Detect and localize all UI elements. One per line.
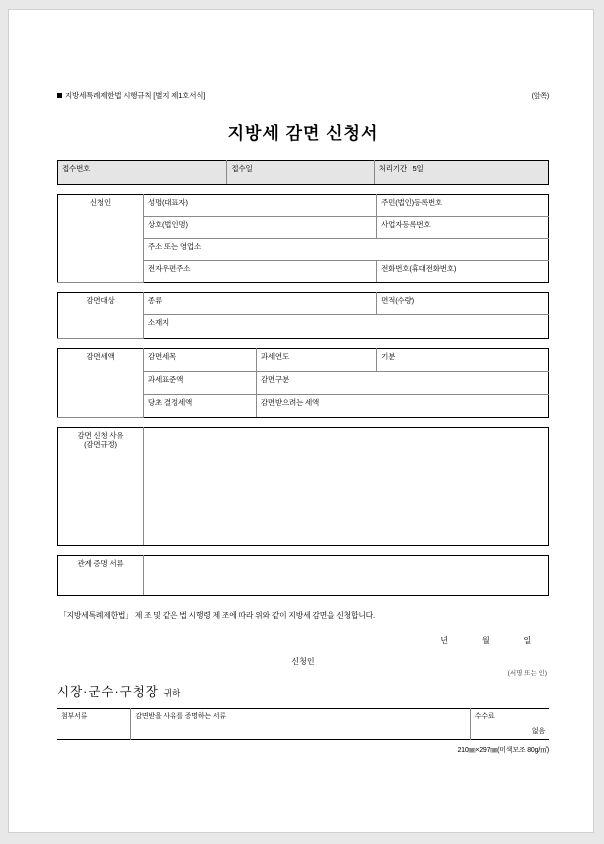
table-row (58, 161, 549, 185)
table-row (58, 428, 549, 546)
signature-note: (서명 또는 인) (507, 670, 547, 677)
declaration-statement: 「지방세특례제한법」 제 조 및 같은 법 시행령 제 조에 따라 위와 같이 지방세 감면을 신청합니다. (59, 611, 375, 620)
receipt-date-cell[interactable]: 접수일 (227, 161, 374, 185)
spacer (57, 546, 549, 555)
page-side-mark: (앞쪽) (531, 93, 549, 100)
spacer (57, 185, 549, 194)
page-title: 지방세 감면 신청서 (227, 124, 379, 143)
reason-input-cell[interactable] (143, 428, 548, 546)
reason-section-label (58, 428, 144, 546)
amount-section-label: 감면세액 (58, 349, 144, 418)
fee-cell (470, 709, 549, 740)
applicant-business-number-cell[interactable]: 사업자등록번호 (377, 217, 549, 239)
target-table (57, 292, 549, 339)
amount-tax-year-cell[interactable]: 과세연도 (256, 349, 376, 372)
processing-period-label: 처리기간 (378, 164, 407, 173)
applicant-company-cell[interactable]: 상호(법인명) (143, 217, 376, 239)
target-location-cell[interactable]: 소재지 (143, 315, 548, 339)
applicant-name-cell[interactable]: 성명(대표자) (143, 195, 376, 217)
amount-original-tax-cell[interactable]: 당초 결정세액 (143, 395, 256, 418)
applicant-section-label: 신청인 (58, 195, 144, 283)
amount-tax-item-cell[interactable]: 감면세목 (143, 349, 256, 372)
target-area-cell[interactable]: 면적(수량) (377, 293, 549, 315)
amount-tax-base-cell[interactable]: 과세표준액 (143, 372, 256, 395)
attachment-table (57, 708, 549, 740)
regulation-text: 지방세특례제한법 시행규칙 [별지 제1호서식] (65, 91, 206, 100)
spacer (57, 283, 549, 292)
date-year-label: 년 (440, 636, 448, 645)
processing-period-value: 5일 (412, 164, 424, 173)
addressee-honorific: 귀하 (163, 688, 181, 698)
processing-period-cell (374, 161, 548, 185)
evidence-input-cell[interactable] (143, 556, 548, 596)
regulation-reference (57, 90, 205, 101)
evidence-section-label: 관계 증명 서류 (58, 556, 144, 596)
receipt-table (57, 160, 549, 185)
applicant-phone-cell[interactable]: 전화번호(휴대전화번호) (377, 261, 549, 283)
paper-specification: 210㎜×297㎜(미색모조 80g/㎡) (457, 747, 549, 755)
reason-table (57, 427, 549, 546)
fee-value: 없음 (531, 728, 545, 736)
spacer (57, 339, 549, 348)
form-sheet (57, 90, 549, 755)
bullet-square-icon (57, 93, 62, 98)
target-section-label: 감면대상 (58, 293, 144, 339)
receipt-number-cell[interactable]: 접수번호 (58, 161, 227, 185)
amount-period-cell[interactable]: 기분 (377, 349, 549, 372)
table-row (58, 293, 549, 315)
applicant-table (57, 194, 549, 283)
target-kind-cell[interactable]: 종류 (143, 293, 376, 315)
table-row (57, 709, 549, 740)
signature-applicant-label: 신청인 (291, 657, 315, 666)
addressee-office: 시장·군수·구청장 (57, 685, 159, 699)
reason-label-line1: 감면 신청 사유 (77, 431, 124, 440)
date-line (57, 635, 549, 646)
table-row (58, 556, 549, 596)
fee-label: 수수료 (474, 713, 495, 720)
attachment-label: 첨부서류 (57, 709, 131, 740)
spacer (57, 418, 549, 427)
document-header (57, 90, 549, 101)
attachment-description: 감면받을 사유를 증명하는 서류 (131, 709, 470, 740)
date-month-label: 월 (481, 636, 490, 645)
amount-table (57, 348, 549, 418)
document-page (8, 9, 594, 833)
amount-reduction-type-cell[interactable]: 감면구분 (256, 372, 548, 395)
applicant-email-cell[interactable]: 전자우편주소 (143, 261, 376, 283)
table-row (58, 195, 549, 217)
applicant-resident-number-cell[interactable]: 주민(법인)등록번호 (377, 195, 549, 217)
signature-row (57, 654, 549, 680)
amount-requested-reduction-cell[interactable]: 감면받으려는 세액 (256, 395, 548, 418)
date-day-label: 일 (523, 636, 531, 645)
reason-label-line2: (감면규정) (84, 440, 117, 450)
table-row (58, 349, 549, 372)
evidence-table (57, 555, 549, 596)
addressee-line (57, 682, 549, 700)
applicant-address-cell[interactable]: 주소 또는 영업소 (143, 239, 548, 261)
